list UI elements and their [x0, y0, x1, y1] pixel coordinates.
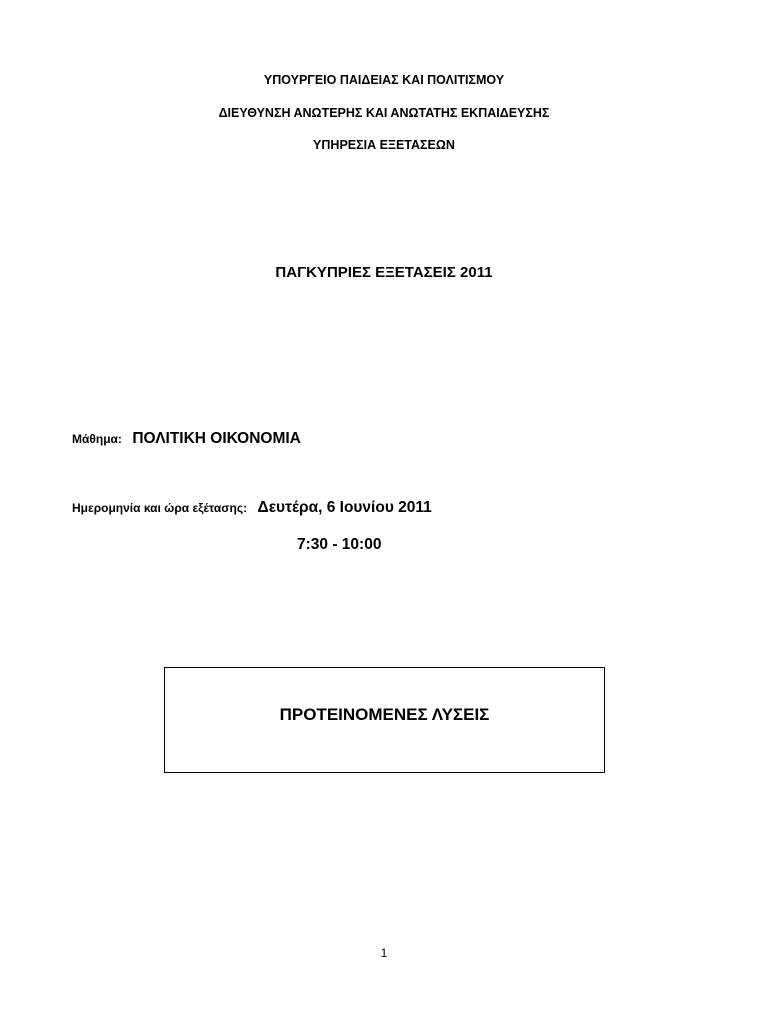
exam-title: ΠΑΓΚΥΠΡΙΕΣ ΕΞΕΤΑΣΕΙΣ 2011	[275, 264, 493, 281]
exam-date-label: Ημερομηνία και ώρα εξέτασης:	[72, 501, 248, 515]
subject-value: ΠΟΛΙΤΙΚΗ ΟΙΚΟΝΟΜΙΑ	[132, 430, 301, 447]
directorate-heading: ΔΙΕΥΘΥΝΣΗ ΑΝΩΤΕΡΗΣ ΚΑΙ ΑΝΩΤΑΤΗΣ ΕΚΠΑΙΔΕΥΣΗΣ	[218, 106, 550, 120]
subject-row	[72, 430, 301, 448]
solutions-title: ΠΡΟΤΕΙΝΟΜΕΝΕΣ ΛΥΣΕΙΣ	[279, 705, 490, 724]
ministry-heading: ΥΠΟΥΡΓΕΙΟ ΠΑΙΔΕΙΑΣ ΚΑΙ ΠΟΛΙΤΙΣΜΟΥ	[263, 73, 505, 87]
exam-date-value: Δευτέρα, 6 Ιουνίου 2011	[257, 499, 432, 516]
solutions-box	[164, 667, 605, 773]
service-heading: ΥΠΗΡΕΣΙΑ ΕΞΕΤΑΣΕΩΝ	[313, 138, 455, 152]
subject-label: Μάθημα:	[72, 432, 122, 446]
page-number: 1	[380, 946, 388, 960]
exam-date-row	[72, 499, 432, 517]
exam-time-value: 7:30 - 10:00	[297, 536, 382, 553]
